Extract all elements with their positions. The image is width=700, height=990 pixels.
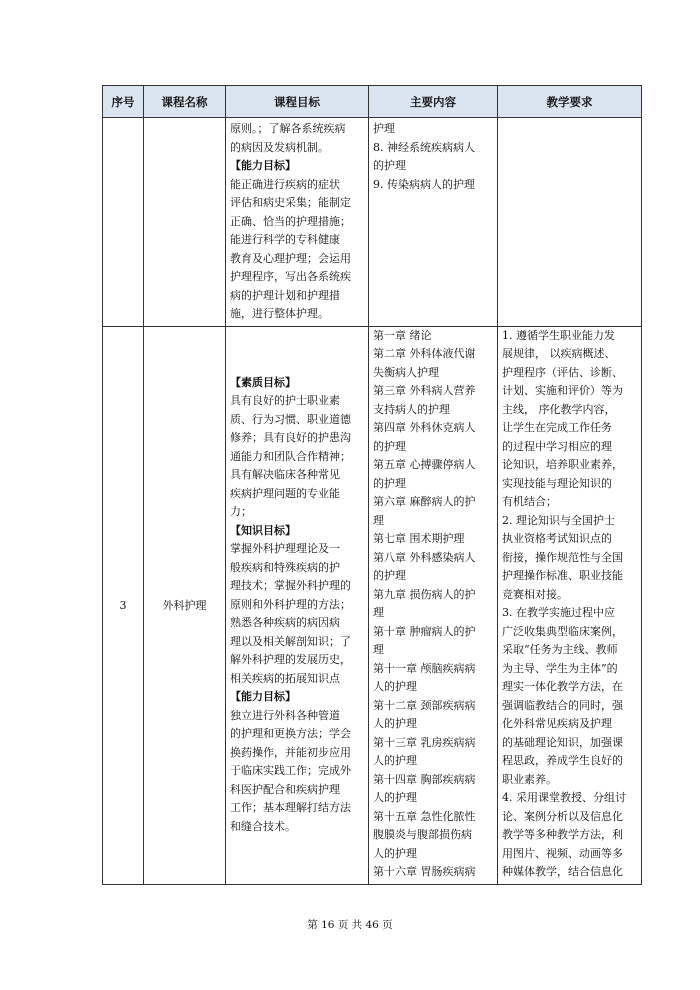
- table-header-row: [103, 86, 642, 118]
- goal-heading: 【知识目标】: [230, 523, 296, 537]
- text-line: 2. 理论知识与全国护士: [502, 513, 615, 527]
- text-line: 人的护理: [373, 717, 417, 730]
- text-line: 第八章 外科感染病人: [373, 550, 476, 564]
- text-line: 第六章 麻醉病人的护: [373, 495, 476, 508]
- text-line: 用图片、视频、动画等多: [502, 846, 623, 860]
- text-line: 科医护配合和疾病护理: [230, 782, 340, 796]
- goal-heading: 【能力目标】: [230, 690, 296, 704]
- text-line: 化外科常见疾病及护理: [502, 717, 612, 730]
- text-line: 支持病人的护理: [373, 402, 450, 416]
- header-course-name: 课程名称: [144, 86, 226, 118]
- text-line: 第四章 外科休克病人: [373, 421, 476, 434]
- page-footer: 第 16 页 共 46 页: [307, 919, 393, 931]
- text-line: 具有良好的护士职业素: [230, 394, 340, 408]
- text-line: 于临床实践工作；完成外: [230, 764, 351, 778]
- teaching-requirements-text: [498, 118, 641, 122]
- main-content-cell: [369, 326, 498, 884]
- text-line: 教育及心理护理；会运用: [230, 251, 351, 265]
- goal-heading: 【能力目标】: [230, 159, 296, 172]
- main-content-text: [369, 118, 497, 196]
- text-line: 的过程中学习相应的理: [502, 439, 612, 453]
- text-line: 9. 传染病病人的护理: [373, 177, 475, 191]
- text-line: 第一章 绪论: [373, 328, 432, 342]
- text-line: 能正确进行疾病的症状: [230, 177, 340, 191]
- text-line: 第十三章 乳房疾病病: [373, 735, 476, 749]
- text-line: 和缝合技术。: [230, 819, 296, 833]
- text-line: 解外科护理的发展历史，: [230, 653, 351, 667]
- row-number-cell: [103, 118, 144, 327]
- text-line: 计划、实施和评价）等为: [502, 384, 623, 397]
- text-line: 第七章 围术期护理: [373, 532, 465, 545]
- course-goals-cell: [226, 326, 369, 884]
- text-line: 广泛收集典型临床案例，: [502, 624, 623, 638]
- text-line: 熟悉各种疾病的病因病: [230, 616, 340, 630]
- course-goals-text: [226, 118, 368, 326]
- text-line: 种媒体教学，结合信息化: [502, 865, 623, 878]
- text-line: 修养；具有良好的护患沟: [230, 431, 351, 445]
- text-line: 原则。；了解各系统疾病: [230, 122, 346, 135]
- text-line: 通能力和团队合作精神；: [230, 449, 351, 463]
- text-line: 展规律， 以疾病概述、: [502, 347, 616, 360]
- text-line: 第十四章 胸部疾病病: [373, 772, 476, 786]
- main-content-cell: [369, 118, 498, 327]
- text-line: 执业资格考试知识点的: [502, 532, 612, 545]
- text-line: 衔接，操作规范性与全国: [502, 550, 623, 564]
- text-line: 的基础理论知识，加强课: [502, 735, 623, 749]
- text-line: 力；: [230, 505, 252, 519]
- text-line: 的护理和更换方法；学会: [230, 727, 351, 741]
- text-line: 的护理: [373, 476, 406, 490]
- text-line: 病的护理计划和护理措: [230, 288, 340, 302]
- text-line: 般疾病和特殊疾病的护: [230, 560, 340, 574]
- goal-heading: 【素质目标】: [230, 375, 296, 389]
- table-row: [103, 326, 642, 884]
- main-content-text: [369, 327, 497, 884]
- text-line: 有机结合；: [502, 495, 557, 508]
- text-line: 教学等多种教学方法，利: [502, 828, 623, 841]
- text-line: 换药操作，并能初步应用: [230, 745, 351, 759]
- text-line: 掌握外科护理理论及一: [230, 542, 340, 556]
- text-line: 第五章 心搏骤停病人: [373, 458, 476, 471]
- text-line: 程思政，养成学生良好的: [502, 754, 623, 767]
- course-name-cell: [144, 118, 226, 327]
- text-line: 工作；基本理解打结方法: [230, 801, 351, 815]
- text-line: 的护理: [373, 159, 406, 172]
- text-line: 3. 在教学实施过程中应: [502, 606, 615, 619]
- header-course-goals: 课程目标: [226, 86, 369, 118]
- text-line: 理实一体化教学方法，在: [502, 680, 623, 693]
- text-line: 相关疾病的拓展知识点: [230, 671, 340, 685]
- text-line: 评估和病史采集；能制定: [230, 196, 351, 209]
- text-line: 第十二章 颈部疾病病: [373, 698, 476, 712]
- text-line: 1. 遵循学生职业能力发: [502, 328, 615, 342]
- course-name-cell: 外科护理: [144, 326, 226, 884]
- teaching-requirements-cell: [498, 326, 642, 884]
- text-line: 第十章 肿瘤病人的护: [373, 624, 476, 638]
- table-row: [103, 118, 642, 327]
- text-line: 疾病护理问题的专业能: [230, 486, 340, 500]
- course-goals-text: [226, 372, 368, 839]
- text-line: 护理: [373, 122, 395, 135]
- teaching-requirements-cell: [498, 118, 642, 327]
- text-line: 能进行科学的专科健康: [230, 233, 340, 246]
- text-line: 强调临教结合的同时，强: [502, 698, 623, 712]
- text-line: 论知识，培养职业素养，: [502, 458, 623, 471]
- text-line: 竞赛相对接。: [502, 587, 568, 601]
- text-line: 理: [373, 606, 384, 619]
- text-line: 论、案例分析以及信息化: [502, 809, 623, 823]
- text-line: 的护理: [373, 569, 406, 582]
- text-line: 主线， 序化教学内容，: [502, 402, 616, 416]
- text-line: 第二章 外科体液代谢: [373, 347, 476, 360]
- text-line: 理以及相关解剖知识；了: [230, 634, 351, 648]
- text-line: 正确、恰当的护理措施；: [230, 214, 351, 228]
- text-line: 的病因及发病机制。: [230, 140, 329, 154]
- text-line: 的护理: [373, 439, 406, 453]
- text-line: 理: [373, 643, 384, 656]
- text-line: 人的护理: [373, 791, 417, 804]
- text-line: 人的护理: [373, 754, 417, 767]
- header-teaching-requirements: 教学要求: [498, 86, 642, 118]
- text-line: 独立进行外科各种管道: [230, 708, 340, 722]
- text-line: 原则和外科护理的方法；: [230, 597, 351, 611]
- text-line: 采取“任务为主线、教师: [502, 643, 618, 656]
- text-line: 为主导、学生为主体”的: [502, 661, 618, 675]
- text-line: 第九章 损伤病人的护: [373, 587, 476, 601]
- course-goals-cell: [226, 118, 369, 327]
- header-number: 序号: [103, 86, 144, 118]
- text-line: 职业素养。: [502, 772, 557, 786]
- teaching-requirements-text: [498, 327, 641, 884]
- text-line: 4. 采用课堂教授、分组讨: [502, 791, 626, 804]
- text-line: 第十五章 急性化脓性: [373, 809, 476, 823]
- curriculum-table: [102, 85, 642, 885]
- text-line: 第十一章 颅脑疾病病: [373, 661, 476, 675]
- text-line: 人的护理: [373, 846, 417, 860]
- header-main-content: 主要内容: [369, 86, 498, 118]
- text-line: 护理程序（评估、诊断、: [502, 365, 623, 379]
- text-line: 失衡病人护理: [373, 365, 439, 379]
- text-line: 腹膜炎与腹部损伤病: [373, 828, 472, 841]
- text-line: 具有解决临床各种常见: [230, 468, 340, 482]
- text-line: 质、行为习惯、职业道德: [230, 412, 351, 426]
- text-line: 理: [373, 513, 384, 527]
- row-number-cell: 3: [103, 326, 144, 884]
- text-line: 实现技能与理论知识的: [502, 476, 612, 490]
- text-line: 8. 神经系统疾病病人: [373, 140, 475, 154]
- text-line: 理技术；掌握外科护理的: [230, 579, 351, 593]
- text-line: 第三章 外科病人营养: [373, 384, 476, 397]
- text-line: 让学生在完成工作任务: [502, 421, 612, 434]
- text-line: 第十六章 胃肠疾病病: [373, 865, 476, 878]
- text-line: 护理程序，写出各系统疾: [230, 270, 351, 283]
- text-line: 人的护理: [373, 680, 417, 693]
- text-line: 施，进行整体护理。: [230, 307, 329, 320]
- text-line: 护理操作标准、职业技能: [502, 569, 623, 582]
